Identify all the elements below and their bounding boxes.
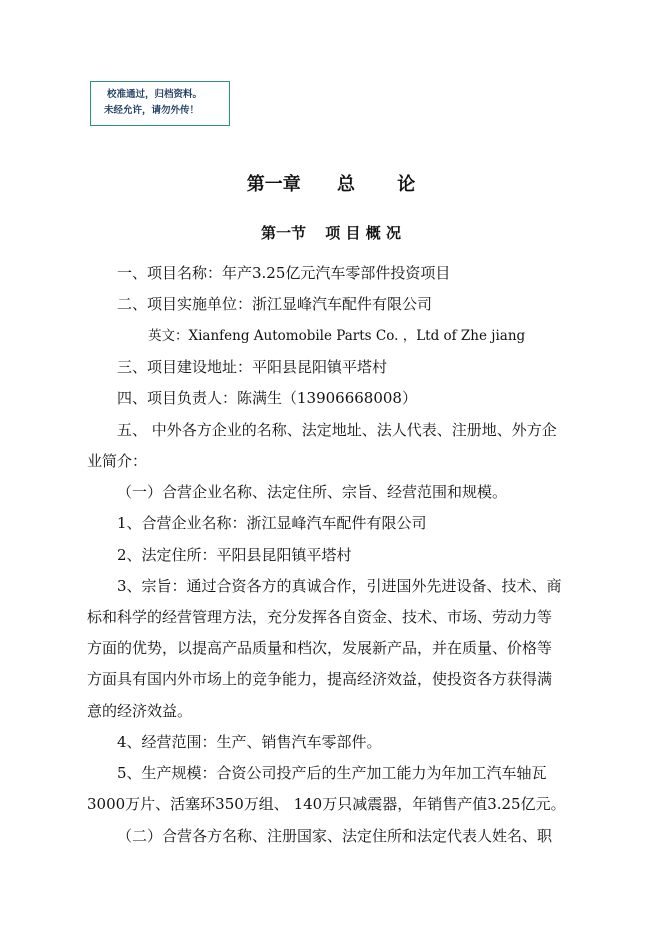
sub1-heading: （一）合营企业名称、法定住所、宗旨、经营范围和规模。 — [117, 483, 508, 501]
item-parties-line-2: 业简介： — [87, 452, 148, 470]
sub1-purpose-line-3: 方面的优势，以提高产品质量和档次，发展新产品，并在质量、价格等 — [87, 639, 553, 657]
chapter-title-char-1: 总 — [337, 174, 355, 195]
item-project-name: 一、项目名称：年产3.25亿元汽车零部件投资项目 — [117, 264, 451, 282]
confidential-notice-box — [90, 81, 230, 126]
sub1-purpose-line-5: 意的经济效益。 — [87, 702, 193, 720]
item-project-leader: 四、项目负责人：陈满生（13906668008） — [117, 389, 417, 407]
sub1-scale-line-1: 5、生产规模：合资公司投产后的生产加工能力为年加工汽车轴瓦 — [117, 764, 547, 782]
sub1-purpose-line-4: 方面具有国内外市场上的竞争能力，提高经济效益，使投资各方获得满 — [87, 670, 553, 688]
section-number: 第一节 — [261, 224, 307, 242]
item-implementing-unit: 二、项目实施单位：浙江显峰汽车配件有限公司 — [117, 295, 433, 313]
chapter-number: 第一章 — [246, 174, 301, 195]
item-english-name: 英文：Xianfeng Automobile Parts Co. ，Ltd of Zhe jiang — [148, 328, 526, 344]
section-name: 项 目 概 况 — [325, 224, 401, 242]
section-title — [0, 222, 662, 243]
sub1-purpose-line-1: 3、宗旨：通过合资各方的真诚合作，引进国外先进设备、技术、商 — [117, 577, 562, 595]
sub1-company-name: 1、合营企业名称：浙江显峰汽车配件有限公司 — [117, 514, 427, 532]
item-parties-line-1: 五、 中外各方企业的名称、法定地址、法人代表、注册地、外方企 — [117, 421, 557, 439]
chapter-title-char-2: 论 — [397, 174, 416, 195]
sub2-heading: （二）合营各方名称、注册国家、法定住所和法定代表人姓名、职 — [117, 827, 553, 845]
sub1-purpose-line-2: 标和科学的经营管理方法，充分发挥各自资金、技术、市场、劳动力等 — [87, 608, 553, 626]
sub1-legal-address: 2、法定住所：平阳县昆阳镇平塔村 — [117, 546, 352, 564]
chapter-title — [0, 170, 662, 196]
sub1-scale-line-2: 3000万片、活塞环350万组、 140万只减震器，年销售产值3.25亿元。 — [87, 795, 566, 813]
notice-line-2: 未经允许，请勿外传！ — [104, 105, 200, 116]
notice-line-1: 校准通过，归档资料。 — [107, 89, 203, 100]
item-construction-address: 三、项目建设地址：平阳县昆阳镇平塔村 — [117, 358, 388, 376]
sub1-business-scope: 4、经营范围：生产、销售汽车零部件。 — [117, 733, 382, 751]
